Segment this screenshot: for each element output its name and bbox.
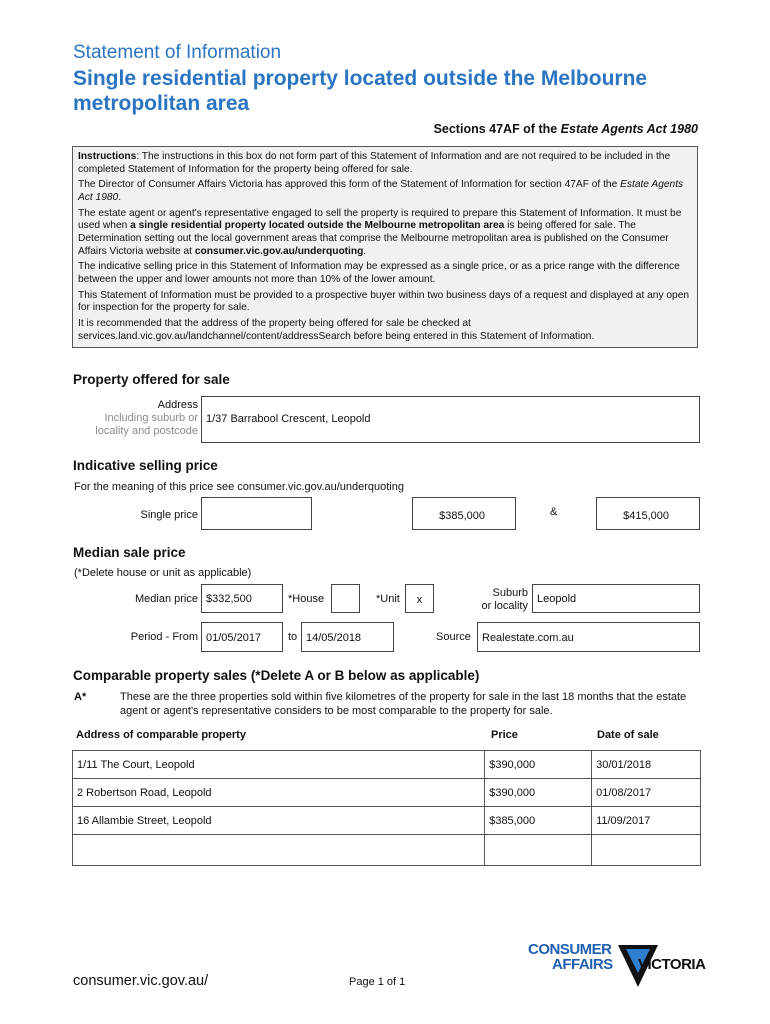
col-date-header: Date of sale bbox=[597, 729, 659, 741]
address-value: 1/37 Barrabool Crescent, Leopold bbox=[206, 413, 371, 425]
instructions-p2 bbox=[78, 179, 692, 204]
property-heading: Property offered for sale bbox=[73, 372, 230, 387]
single-price-label: Single price bbox=[140, 509, 198, 521]
instructions-p5: This Statement of Information must be provided to a prospective buyer within two business days of a request and displayed at any open for inspection for the property for sale. bbox=[78, 289, 690, 314]
address-sublabel-2: locality and postcode bbox=[95, 425, 198, 437]
instructions-p6: It is recommended that the address of the property being offered for sale be checked at services.land.vic.gov.au/landchannel/content/addressSearch before being entered in this Statement of Information. bbox=[78, 318, 595, 342]
median-price-value: $332,500 bbox=[206, 593, 252, 605]
suburb-field[interactable] bbox=[532, 584, 700, 613]
logo-line-3: VICTORIA bbox=[638, 956, 706, 973]
instructions-p3-text2: is being offered for sale. The Determination setting out the local government areas that comprise the Melbourne metropolitan area is published on the Consumer Affairs Victoria website at bbox=[78, 220, 669, 257]
instructions-p1-text: : The instructions in this box do not form part of this Statement of Information and are not required to be included in the completed Statement of Information for the property being offered for sale. bbox=[78, 151, 671, 175]
table-row bbox=[73, 835, 701, 866]
unit-label: *Unit bbox=[376, 593, 400, 605]
address-sublabel-1: Including suburb or bbox=[104, 412, 198, 424]
suburb-label-group bbox=[470, 587, 528, 613]
page-number: Page 1 of 1 bbox=[349, 976, 406, 988]
instructions-p1 bbox=[78, 151, 692, 176]
sections-act: Estate Agents Act 1980 bbox=[560, 122, 698, 136]
instructions-p2-act: Estate Agents Act 1980 bbox=[78, 179, 684, 203]
document-kicker: Statement of Information bbox=[73, 42, 282, 63]
period-from-label: Period - From bbox=[130, 631, 198, 643]
instructions-p3-end: . bbox=[363, 245, 367, 257]
price-range-low-value: $385,000 bbox=[439, 510, 485, 522]
comparable-date-cell[interactable]: 11/09/2017 bbox=[592, 807, 701, 835]
median-price-field[interactable] bbox=[201, 584, 283, 613]
indicative-heading: Indicative selling price bbox=[73, 458, 218, 473]
period-to-value: 14/05/2018 bbox=[306, 632, 362, 644]
house-checkbox[interactable] bbox=[331, 584, 360, 613]
footer-url[interactable]: consumer.vic.gov.au/ bbox=[73, 973, 209, 989]
instructions-p2-end: . bbox=[118, 191, 122, 203]
median-heading: Median sale price bbox=[73, 545, 186, 560]
document-title: Single residential property located outside the Melbourne metropolitan area bbox=[73, 67, 648, 115]
sections-reference bbox=[434, 122, 698, 136]
median-price-label: Median price bbox=[135, 593, 198, 605]
median-delete-note: (*Delete house or unit as applicable) bbox=[74, 567, 252, 579]
address-field[interactable] bbox=[201, 396, 700, 443]
col-price-header: Price bbox=[491, 729, 518, 741]
table-row bbox=[73, 779, 701, 807]
comparable-price-cell[interactable]: $385,000 bbox=[485, 807, 592, 835]
period-from-value: 01/05/2017 bbox=[206, 632, 262, 644]
instructions-p3-bold: a single residential property located outside the Melbourne metropolitan area bbox=[130, 220, 505, 232]
sections-prefix: Sections 47AF of the bbox=[433, 122, 561, 136]
address-label: Address bbox=[157, 399, 198, 411]
period-to-field[interactable] bbox=[301, 622, 394, 652]
indicative-meaning: For the meaning of this price see consumer.vic.gov.au/underquoting bbox=[74, 481, 404, 493]
instructions-p4: The indicative selling price in this Statement of Information may be expressed as a single price, or as a price range with the difference between the upper and lower amounts not more than 10% of the lower amount. bbox=[78, 261, 680, 285]
instructions-label: Instructions bbox=[78, 151, 137, 162]
logo-line-2: AFFAIRS bbox=[552, 956, 613, 973]
comparable-address-cell[interactable]: 1/11 The Court, Leopold bbox=[73, 751, 485, 779]
source-value: Realestate.com.au bbox=[482, 632, 574, 644]
price-range-low-field[interactable] bbox=[412, 497, 516, 530]
comparable-date-cell[interactable] bbox=[592, 835, 701, 866]
comparable-price-cell[interactable]: $390,000 bbox=[485, 779, 592, 807]
comparable-date-cell[interactable]: 30/01/2018 bbox=[592, 751, 701, 779]
suburb-label-2: or locality bbox=[481, 600, 528, 612]
instructions-p3 bbox=[78, 208, 692, 258]
comparable-address-cell[interactable]: 16 Allambie Street, Leopold bbox=[73, 807, 485, 835]
comparable-address-cell[interactable] bbox=[73, 835, 485, 866]
logo-line-1: CONSUMER bbox=[528, 941, 612, 958]
suburb-value: Leopold bbox=[537, 593, 577, 605]
comparable-table bbox=[72, 750, 701, 866]
col-address-header: Address of comparable property bbox=[76, 729, 246, 741]
period-from-field[interactable] bbox=[201, 622, 283, 652]
instructions-p2-text: The Director of Consumer Affairs Victoria has approved this form of the Statement of Information for section 47AF of the bbox=[78, 179, 621, 191]
address-label-group bbox=[80, 399, 198, 438]
unit-value: x bbox=[416, 594, 423, 606]
comparable-price-cell[interactable] bbox=[485, 835, 592, 866]
option-a-label: A* bbox=[74, 691, 87, 703]
table-row bbox=[73, 807, 701, 835]
single-price-field[interactable] bbox=[201, 497, 312, 530]
source-field[interactable] bbox=[477, 622, 700, 652]
consumer-affairs-victoria-logo bbox=[528, 941, 708, 989]
price-range-high-value: $415,000 bbox=[623, 510, 669, 522]
comparable-address-cell[interactable]: 2 Robertson Road, Leopold bbox=[73, 779, 485, 807]
price-range-high-field[interactable] bbox=[596, 497, 700, 530]
house-label: *House bbox=[288, 593, 325, 605]
option-a-text: These are the three properties sold within five kilometres of the property for sale in the last 18 months that the estate agent or agent's representative considers to be most comparable to the property for sale. bbox=[120, 691, 687, 717]
comparable-heading: Comparable property sales (*Delete A or B below as applicable) bbox=[73, 668, 480, 683]
comparable-price-cell[interactable]: $390,000 bbox=[485, 751, 592, 779]
underquoting-link[interactable]: consumer.vic.gov.au/underquoting bbox=[194, 245, 364, 257]
suburb-label: Suburb bbox=[492, 587, 528, 599]
table-row bbox=[73, 751, 701, 779]
period-to-label: to bbox=[288, 631, 298, 643]
unit-checkbox[interactable] bbox=[405, 584, 434, 613]
instructions-p3-text: The estate agent or agent's representative engaged to sell the property is required to prepare this Statement of Information. It must be used when bbox=[78, 207, 682, 232]
comparable-date-cell[interactable]: 01/08/2017 bbox=[592, 779, 701, 807]
instructions-box bbox=[72, 146, 698, 348]
source-label: Source bbox=[436, 631, 471, 643]
price-range-ampersand: & bbox=[550, 506, 558, 518]
